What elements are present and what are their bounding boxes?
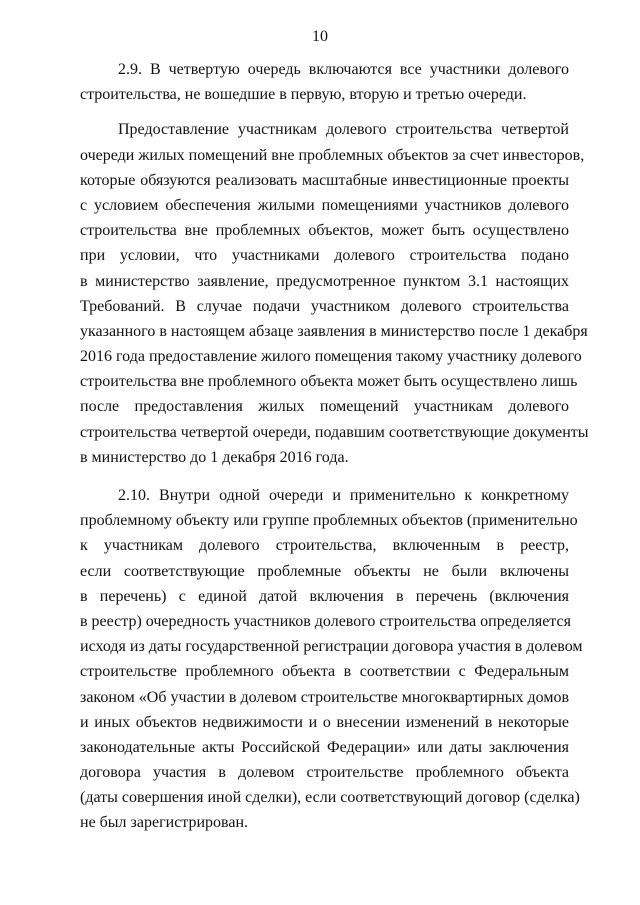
page-number: 10 <box>312 28 328 45</box>
paragraph-line: после предоставления жилых помещений участникам долевого <box>80 398 569 416</box>
paragraph-line: Требований. В случае подачи участником долевого строительства <box>80 297 569 315</box>
paragraph-line: и иных объектов недвижимости и о внесении изменений в некоторые <box>80 713 569 731</box>
paragraph-line: в министерство заявление, предусмотренное пунктом 3.1 настоящих <box>80 272 569 290</box>
paragraph-line: строительстве проблемного объекта в соответствии с Федеральным <box>80 663 569 681</box>
paragraph-line: 2.9. В четвертую очередь включаются все участники долевого <box>118 61 569 78</box>
paragraph-line: при условии, что участниками долевого строительства подано <box>80 247 569 265</box>
paragraph-2-10 <box>80 483 583 836</box>
paragraph-fourth-queue-housing <box>80 117 589 470</box>
paragraph-line: проблемному объекту или группе проблемных объектов (применительно <box>80 512 578 530</box>
paragraph-line: строительства, не вошедшие в первую, вторую и третью очереди. <box>80 86 527 104</box>
paragraph-line: строительства четвертой очереди, подавшим соответствующие документы <box>80 423 589 441</box>
paragraph-line: в перечень) с единой датой включения в перечень (включения <box>80 587 569 605</box>
paragraph-line: договора участия в долевом строительстве проблемного объекта <box>80 764 569 782</box>
paragraph-line: в министерство до 1 декабря 2016 года. <box>80 448 349 466</box>
paragraph-line: 2.10. Внутри одной очереди и применительно к конкретному <box>118 487 569 504</box>
paragraph-line: 2016 года предоставление жилого помещения такому участнику долевого <box>80 348 582 366</box>
paragraph-line: в реестр) очередность участников долевого строительства определяется <box>80 612 571 630</box>
paragraph-line: указанного в настоящем абзаце заявления в министерство после 1 декабря <box>80 322 588 340</box>
paragraph-line: не был зарегистрирован. <box>80 814 249 832</box>
paragraph-line: которые обязуются реализовать масштабные инвестиционные проекты <box>80 171 569 189</box>
paragraph-line: с условием обеспечения жилыми помещениями участников долевого <box>80 196 569 214</box>
paragraph-line: очереди жилых помещений вне проблемных объектов за счет инвесторов, <box>80 146 585 164</box>
paragraph-line: законодательные акты Российской Федерации» или даты заключения <box>80 738 569 756</box>
paragraph-line: (даты совершения иной сделки), если соответствующий договор (сделка) <box>80 789 580 807</box>
paragraph-2-9 <box>80 57 569 107</box>
paragraph-line: к участникам долевого строительства, включенным в реестр, <box>80 537 569 555</box>
paragraph-line: законом «Об участии в долевом строительстве многоквартирных домов <box>80 688 569 706</box>
paragraph-line: если соответствующие проблемные объекты не были включены <box>80 562 569 580</box>
document-body <box>80 57 589 836</box>
paragraph-line: строительства вне проблемного объекта может быть осуществлено лишь <box>80 373 578 391</box>
paragraph-line: Предоставление участникам долевого строительства четвертой <box>118 121 569 139</box>
paragraph-line: исходя из даты государственной регистрации договора участия в долевом <box>80 638 583 656</box>
paragraph-line: строительства вне проблемных объектов, может быть осуществлено <box>80 222 569 240</box>
